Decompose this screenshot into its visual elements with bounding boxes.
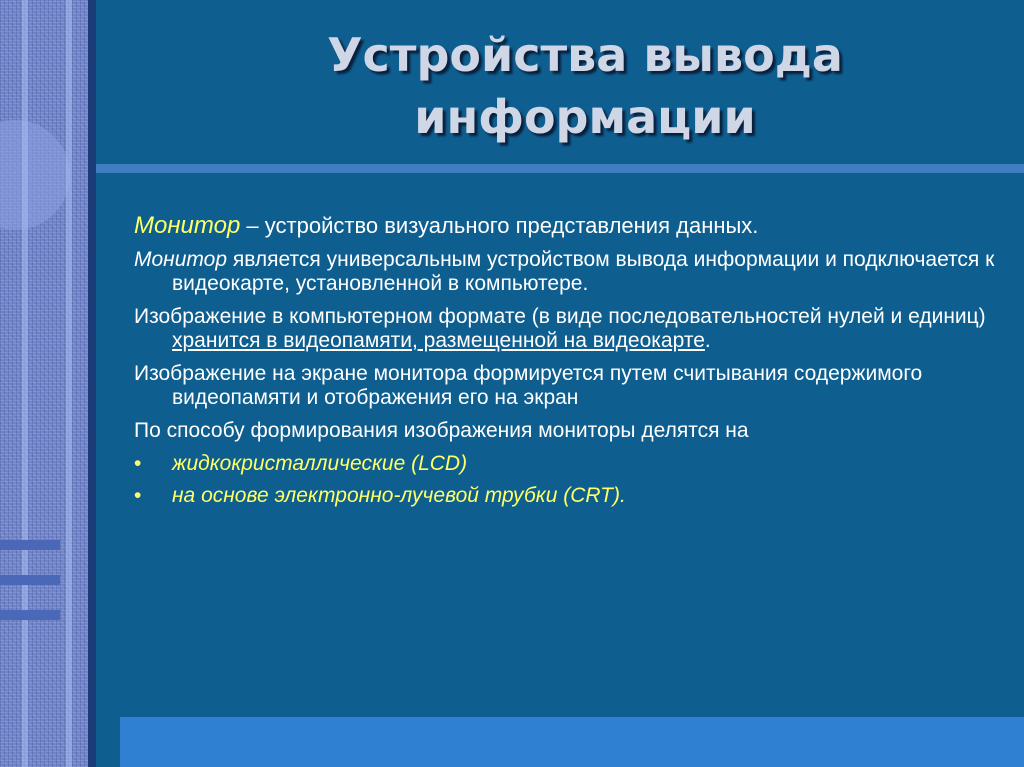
formation-text: Изображение на экране монитора формируется путем считывания содержимого видеопамяти и отображения его на экран bbox=[134, 362, 923, 409]
term-monitor-italic: Монитор bbox=[134, 248, 228, 271]
paragraph-image-formation bbox=[134, 362, 1014, 410]
list-item-text-lcd: жидкокристаллические (LCD) bbox=[172, 452, 468, 475]
paragraph-monitor-description bbox=[134, 248, 1014, 296]
decorative-bar bbox=[0, 540, 60, 550]
paragraph-monitor-types-intro bbox=[134, 419, 1014, 443]
title-line-1: Устройства вывода bbox=[327, 28, 843, 82]
paragraph-image-storage bbox=[134, 305, 1014, 353]
monitor-types-list bbox=[134, 452, 1014, 508]
decorative-vertical-line bbox=[22, 0, 28, 767]
term-monitor: Монитор bbox=[134, 212, 241, 239]
title-line-2: информации bbox=[414, 90, 756, 144]
bullet-marker: • bbox=[134, 484, 142, 507]
bullet-marker: • bbox=[134, 452, 142, 475]
decorative-divider bbox=[88, 0, 96, 767]
storage-underlined-text: хранится в видеопамяти, размещенной на видеокарте bbox=[172, 329, 705, 352]
decorative-circle bbox=[0, 120, 70, 230]
storage-text-b: . bbox=[704, 329, 711, 352]
decorative-bar bbox=[0, 610, 60, 620]
list-item bbox=[134, 484, 1014, 508]
paragraph-monitor-definition bbox=[134, 214, 1014, 238]
list-item-text-crt: на основе электронно-лучевой трубки (CRT). bbox=[172, 484, 626, 507]
decorative-bar bbox=[0, 575, 60, 585]
definition-text: – устройство визуального представления данных. bbox=[240, 213, 759, 238]
slide-body bbox=[134, 214, 1014, 516]
slide-title bbox=[150, 24, 1020, 148]
title-separator bbox=[96, 164, 1024, 173]
decorative-left-strip bbox=[0, 0, 88, 767]
decorative-bottom-panel bbox=[120, 717, 1024, 767]
list-item bbox=[134, 452, 1014, 476]
types-intro-text: По способу формирования изображения мониторы делятся на bbox=[134, 419, 749, 442]
description-text: является универсальным устройством вывода информации и подключается к видеокарте, установленной в компьютере. bbox=[172, 248, 995, 295]
decorative-vertical-line bbox=[66, 0, 72, 767]
storage-text-a: Изображение в компьютерном формате (в виде последовательностей нулей и единиц) bbox=[134, 305, 986, 328]
